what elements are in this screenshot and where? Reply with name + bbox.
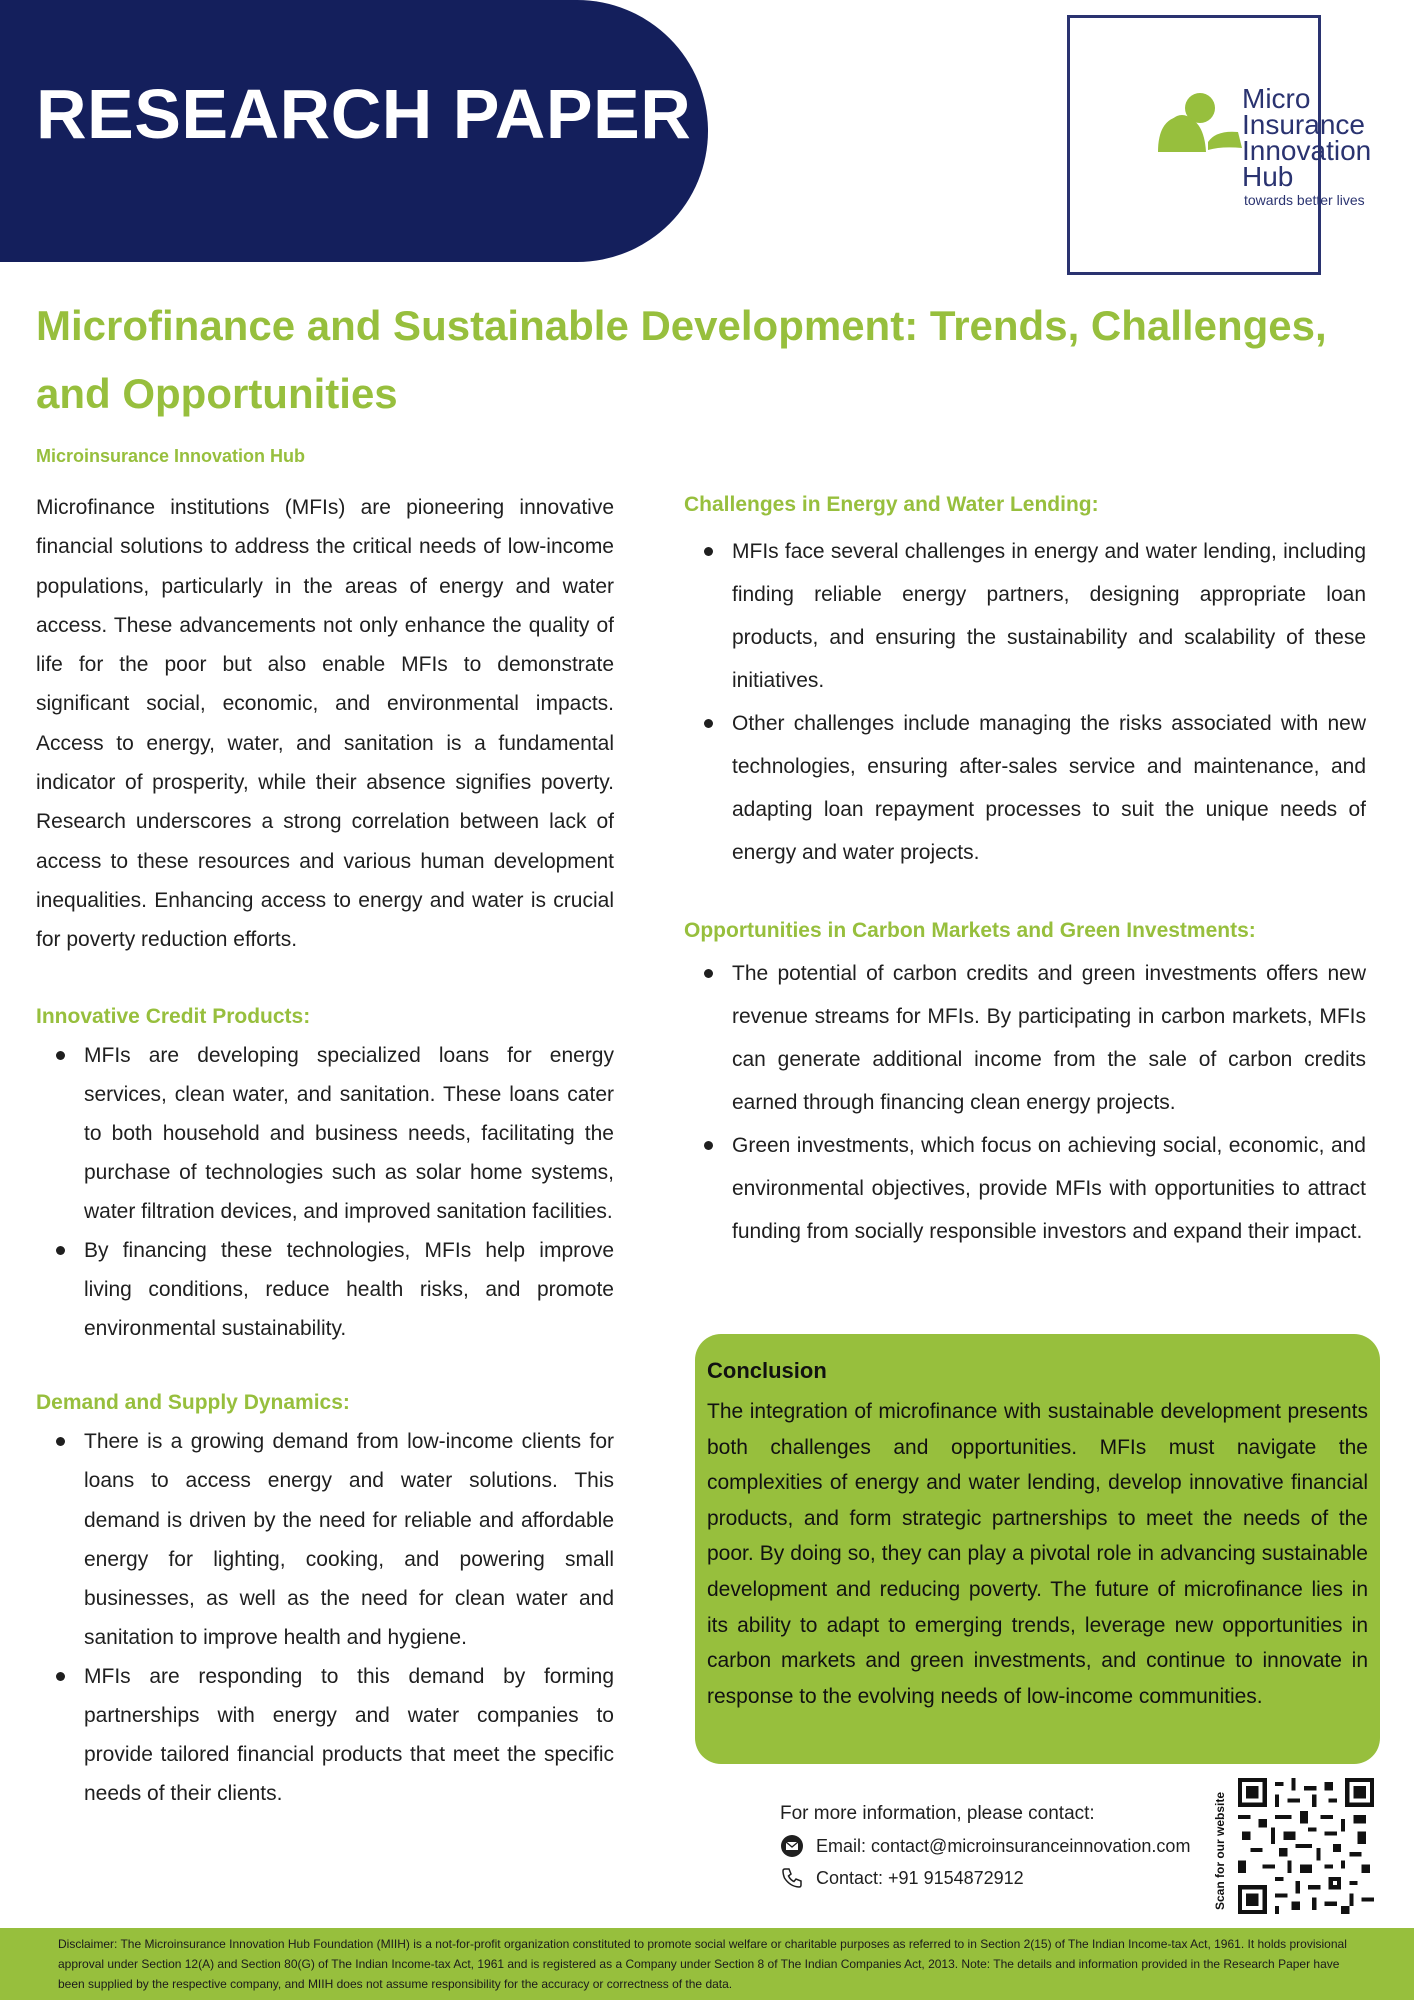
document-author: Microinsurance Innovation Hub [36, 446, 306, 466]
contact-email-row[interactable] [780, 1830, 1190, 1862]
logo-line-2: Insurance [1242, 109, 1365, 140]
bullet-text: There is a growing demand from low-income clients for loans to access energy and water solutions. This demand is driven by the need for reliable and affordable energy for lighting, cooking, and powering small businesses, as well as the need for clean water and sanitation to improve health and hygiene. [84, 1430, 614, 1649]
footer-disclaimer-bar [0, 1928, 1414, 2000]
logo-people-icon [1142, 92, 1250, 196]
contact-phone-row[interactable] [780, 1862, 1190, 1894]
list-item [684, 702, 1366, 874]
list-item [36, 1231, 614, 1348]
disclaimer-text: Disclaimer: The Microinsurance Innovation Hub Foundation (MIIH) is a not-for-profit organization constituted to promote social welfare or charitable purposes as referred to in Section 2(15) of The Indian Income-tax Act, 1961. It holds provisional approval under Section 12(A) and Section 80(G) of The Indian Income-tax Act, 1961 and is registered as a Company under Section 8 of The Indian Companies Act, 2013. Note: The details and information provided in the Research Paper have been supplied by the respective company, and MIIH does not assume responsibility for the accuracy or correctness of the data. [58, 1937, 1347, 1991]
demand-bullet-list [36, 1422, 614, 1813]
challenges-bullet-list [684, 530, 1366, 874]
bullet-text: The potential of carbon credits and green investments offers new revenue streams for MFIs. By participating in carbon markets, MFIs can generate additional income from the sale of carbon credits earned through financing clean energy projects. [732, 962, 1366, 1114]
conclusion-text: The integration of microfinance with sustainable development presents both challenges and opportunities. MFIs must navigate the complexities of energy and water lending, develop innovative financial products, and form strategic partnerships to meet the needs of the poor. By doing so, they can play a pivotal role in advancing sustainable development and reducing poverty. The future of microfinance lies in its ability to adapt to emerging trends, leverage new opportunities in carbon markets and green investments, and continue to innovate in response to the evolving needs of low-income communities. [707, 1400, 1368, 1708]
bullet-dot-icon [56, 1672, 65, 1681]
document-title: Microfinance and Sustainable Development: Trends, Challenges, and Opportunities [36, 302, 1327, 417]
intro-paragraph: Microfinance institutions (MFIs) are pioneering innovative financial solutions to address the critical needs of low-income populations, particularly in the areas of energy and water access. These advancements not only enhance the quality of life for the poor but also enable MFIs to demonstrate significant social, economic, and environmental impacts. Access to energy, water, and sanitation is a fundamental indicator of prosperity, while their absence signifies poverty. Research underscores a strong correlation between lack of access to these resources and various human development inequalities. Enhancing access to energy and water is crucial for poverty reduction efforts. [36, 496, 614, 952]
qr-caption: Scan for our website [1213, 1791, 1227, 1910]
logo-line-3: Innovation [1242, 135, 1372, 166]
section-heading-demand: Demand and Supply Dynamics: [36, 1391, 350, 1415]
bullet-text: Green investments, which focus on achieving social, economic, and environmental objectives, provide MFIs with opportunities to attract funding from socially responsible investors and expand their impact. [732, 1134, 1366, 1243]
bullet-text: By financing these technologies, MFIs help improve living conditions, reduce health risks, and promote environmental sustainability. [84, 1239, 614, 1341]
section-heading-carbon: Opportunities in Carbon Markets and Green Investments: [684, 919, 1256, 942]
email-icon [780, 1834, 804, 1858]
bullet-dot-icon [56, 1051, 65, 1060]
bullet-dot-icon [704, 719, 713, 728]
conclusion-heading: Conclusion [707, 1358, 827, 1383]
list-item [36, 1036, 614, 1231]
bullet-text: MFIs are responding to this demand by forming partnerships with energy and water companies to provide tailored financial products that meet the specific needs of their clients. [84, 1664, 614, 1806]
contact-email[interactable]: Email: contact@microinsuranceinnovation.com [816, 1835, 1191, 1856]
bullet-dot-icon [56, 1437, 65, 1446]
bullet-text: MFIs are developing specialized loans for energy services, clean water, and sanitation. These loans cater to both household and business needs, facilitating the purchase of technologies such as solar home systems, water filtration devices, and improved sanitation facilities. [84, 1043, 614, 1223]
logo-tagline: towards better lives [1244, 192, 1365, 208]
left-column [36, 488, 614, 1813]
page-header-title: RESEARCH PAPER [36, 75, 692, 153]
right-column [684, 490, 1366, 1253]
credit-bullet-list [36, 1036, 614, 1349]
section-heading-challenges: Challenges in Energy and Water Lending: [684, 493, 1099, 516]
contact-phone[interactable]: Contact: +91 9154872912 [816, 1867, 1024, 1888]
bullet-dot-icon [704, 969, 713, 978]
contact-heading: For more information, please contact: [780, 1803, 1095, 1824]
logo-line-1: Micro [1242, 83, 1311, 114]
list-item [684, 1124, 1366, 1253]
section-heading-credit: Innovative Credit Products: [36, 1004, 311, 1028]
bullet-dot-icon [56, 1246, 65, 1255]
bullet-text: MFIs face several challenges in energy and water lending, including finding reliable energy partners, designing appropriate loan products, and ensuring the sustainability and scalability of these initiatives. [732, 540, 1366, 692]
phone-icon [780, 1866, 804, 1890]
logo-wordmark [1242, 83, 1372, 192]
list-item [684, 530, 1366, 702]
conclusion-box [695, 1334, 1380, 1764]
carbon-bullet-list [684, 952, 1366, 1253]
list-item [36, 1422, 614, 1657]
bullet-text: Other challenges include managing the risks associated with new technologies, ensuring after-sales service and maintenance, and adapting loan repayment processes to suit the unique needs of energy and water projects. [732, 712, 1366, 864]
logo-line-4: Hub [1242, 161, 1294, 192]
qr-code-icon[interactable] [1238, 1778, 1374, 1914]
bullet-dot-icon [704, 1141, 713, 1150]
list-item [684, 952, 1366, 1124]
list-item [36, 1657, 614, 1813]
contact-block [780, 1800, 1190, 1894]
bullet-dot-icon [704, 547, 713, 556]
